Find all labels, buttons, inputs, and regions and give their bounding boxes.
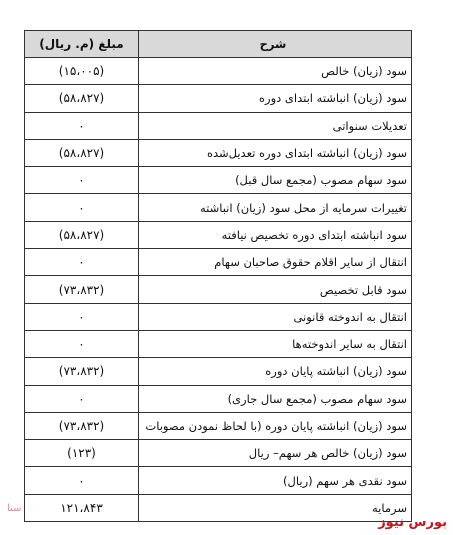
table-row [25, 303, 412, 330]
row-amount: ۰ [25, 385, 139, 412]
table-row [25, 139, 412, 166]
table-body [25, 58, 412, 522]
watermark-logo: سنا [7, 503, 22, 514]
row-amount: (۵۸،۸۲۷) [25, 85, 139, 112]
table-row [25, 167, 412, 194]
header-description: شرح [139, 31, 412, 58]
row-amount: ۰ [25, 303, 139, 330]
table-row [25, 112, 412, 139]
row-amount: (۵۸،۸۲۷) [25, 221, 139, 248]
table-row [25, 276, 412, 303]
row-description: تعدیلات سنواتی [139, 112, 412, 139]
table-row [25, 221, 412, 248]
row-amount: (۱۵،۰۰۵) [25, 58, 139, 85]
row-description: سود (زیان) انباشته پایان دوره [139, 358, 412, 385]
table-row [25, 467, 412, 494]
header-amount: مبلغ (م. ریال) [25, 31, 139, 58]
row-description: سود (زیان) انباشته ابتدای دوره [139, 85, 412, 112]
table-row [25, 385, 412, 412]
row-amount: ۰ [25, 112, 139, 139]
row-amount: (۷۳،۸۳۲) [25, 412, 139, 439]
table-row [25, 440, 412, 467]
table-header-row [25, 31, 412, 58]
table-row [25, 494, 412, 521]
row-amount: ۰ [25, 249, 139, 276]
table-row [25, 58, 412, 85]
table-row [25, 330, 412, 357]
financial-table [24, 30, 412, 522]
row-amount: (۷۳،۸۳۲) [25, 276, 139, 303]
row-amount: ۰ [25, 194, 139, 221]
row-description: سرمایه [139, 494, 412, 521]
row-amount: (۱۲۳) [25, 440, 139, 467]
row-description: سود انباشته ابتدای دوره تخصیص نیافته [139, 221, 412, 248]
row-description: انتقال از سایر اقلام حقوق صاحبان سهام [139, 249, 412, 276]
table-row [25, 194, 412, 221]
row-amount: ۰ [25, 330, 139, 357]
row-description: سود (زیان) انباشته ابتدای دوره تعدیل‌شده [139, 139, 412, 166]
row-amount: (۷۳،۸۳۲) [25, 358, 139, 385]
row-description: سود (زیان) انباشته پایان دوره (با لحاظ نمودن مصوبات [139, 412, 412, 439]
row-description: سود سهام مصوب (مجمع سال جاری) [139, 385, 412, 412]
row-description: انتقال به سایر اندوخته‌ها [139, 330, 412, 357]
table-row [25, 358, 412, 385]
row-description: سود قابل تخصیص [139, 276, 412, 303]
brand-logo: بورس نیوز [378, 515, 447, 530]
row-description: سود سهام مصوب (مجمع سال قبل) [139, 167, 412, 194]
row-description: سود (زیان) خالص هر سهم– ریال [139, 440, 412, 467]
row-amount: ۱۲۱،۸۴۳ [25, 494, 139, 521]
table-row [25, 249, 412, 276]
row-amount: (۵۸،۸۲۷) [25, 139, 139, 166]
row-amount: ۰ [25, 167, 139, 194]
row-description: تغییرات سرمایه از محل سود (زیان) انباشته [139, 194, 412, 221]
row-amount: ۰ [25, 467, 139, 494]
row-description: سود (زیان) خالص [139, 58, 412, 85]
row-description: سود نقدی هر سهم (ریال) [139, 467, 412, 494]
table-row [25, 412, 412, 439]
table-row [25, 85, 412, 112]
row-description: انتقال به اندوخته قانونی [139, 303, 412, 330]
